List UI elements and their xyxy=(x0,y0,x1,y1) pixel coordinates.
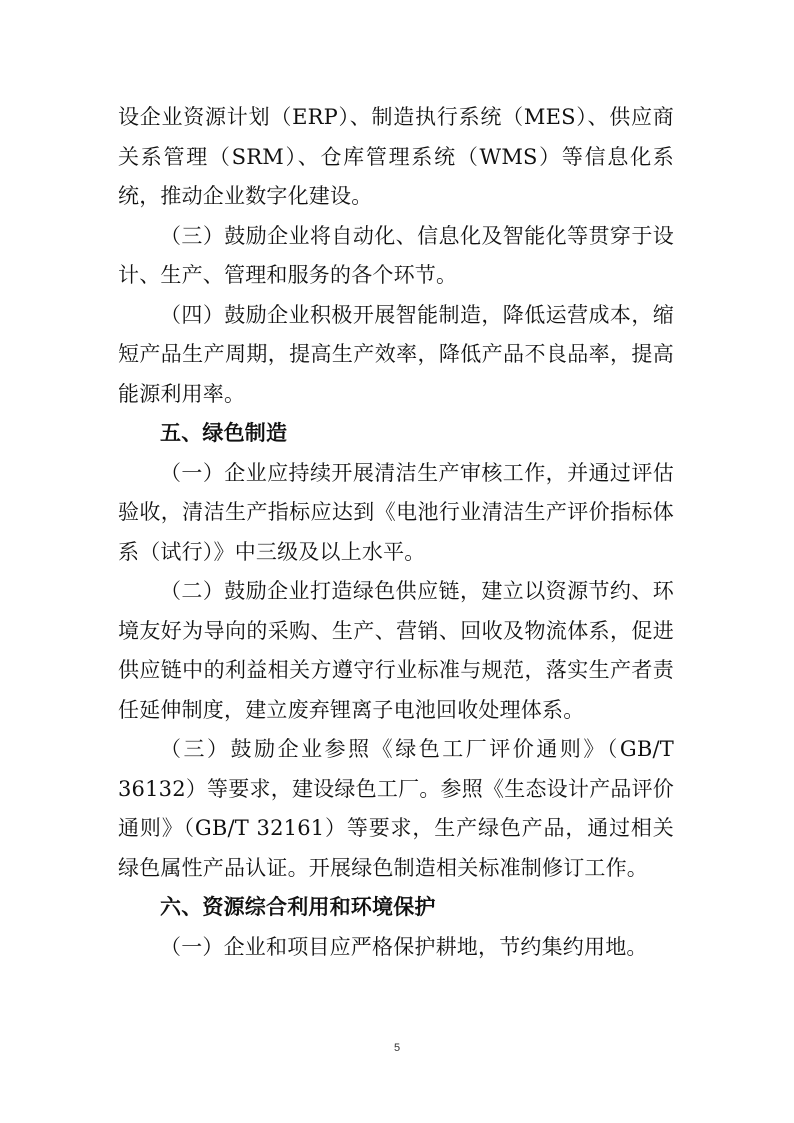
paragraph-green-clause-1: （一）企业应持续开展清洁生产审核工作，并通过评估验收，清洁生产指标应达到《电池行业清洁生产评价指标体系（试行）》中三级及以上水平。 xyxy=(118,460,674,564)
paragraph-continuation: 设企业资源计划（ERP）、制造执行系统（MES）、供应商关系管理（SRM）、仓库管理系统（WMS）等信息化系统，推动企业数字化建设。 xyxy=(118,105,674,208)
paragraph-resource-clause-1: （一）企业和项目应严格保护耕地，节约集约用地。 xyxy=(160,934,648,959)
paragraph-clause-3: （三）鼓励企业将自动化、信息化及智能化等贯穿于设计、生产、管理和服务的各个环节。 xyxy=(118,223,674,287)
paragraph-clause-4: （四）鼓励企业积极开展智能制造，降低运营成本，缩短产品生产周期，提高生产效率，降低产品不良品率，提高能源利用率。 xyxy=(118,302,674,406)
paragraph-green-clause-2: （二）鼓励企业打造绿色供应链，建立以资源节约、环境友好为导向的采购、生产、营销、回收及物流体系，促进供应链中的利益相关方遵守行业标准与规范，落实生产者责任延伸制度，建立废弃锂离子电池回收处理体系。 xyxy=(118,579,674,722)
section-heading-green-manufacturing: 五、绿色制造 xyxy=(160,421,288,445)
document-body xyxy=(118,98,674,967)
paragraph-green-clause-3: （三）鼓励企业参照《绿色工厂评价通则》（GB/T 36132）等要求，建设绿色工厂。参照《生态设计产品评价通则》（GB/T 32161）等要求，生产绿色产品，通过相关绿色属性产品认证。开展绿色制造相关标准制修订工作。 xyxy=(118,737,674,880)
page-number: 5 xyxy=(393,1042,401,1054)
section-heading-resource-utilization: 六、资源综合利用和环境保护 xyxy=(160,895,436,919)
